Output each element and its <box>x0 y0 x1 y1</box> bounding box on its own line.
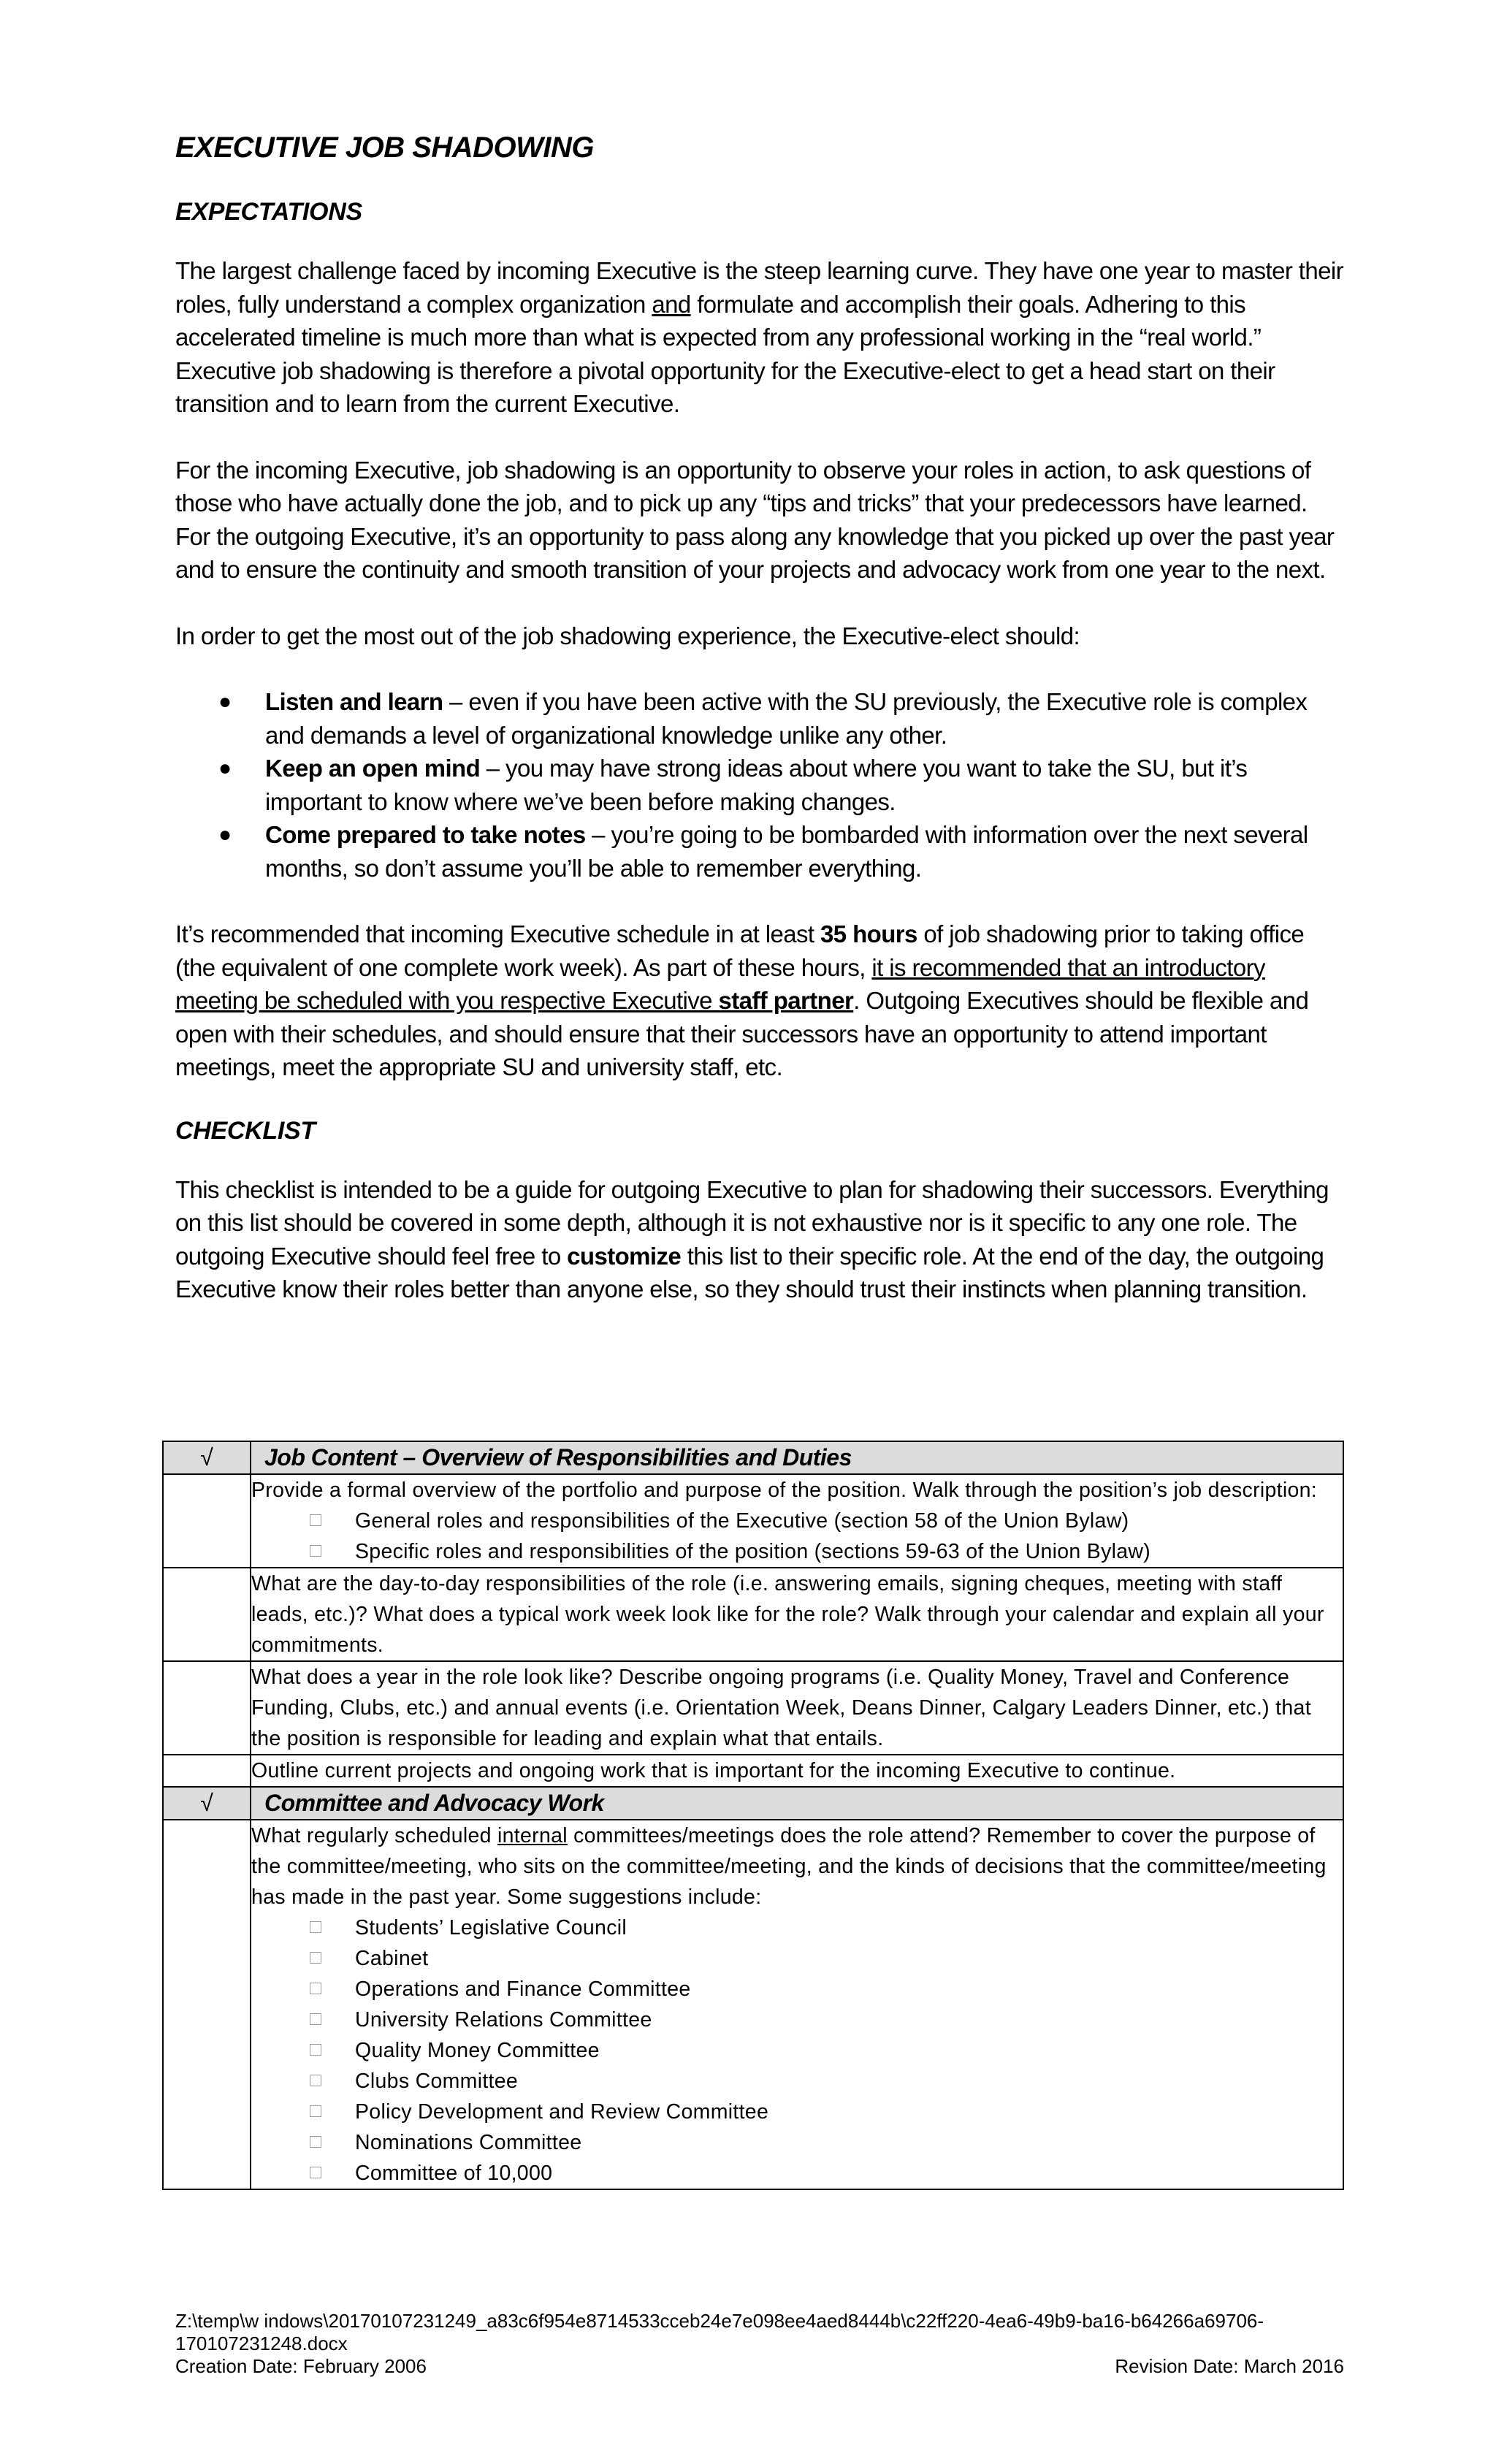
list-item: ● Come prepared to take notes – you’re going to be bombarded with information over the next several months, so don’t assume you’ll be able to remember everything. <box>265 818 1344 885</box>
page-title: EXECUTIVE JOB SHADOWING <box>175 131 595 164</box>
checkbox-icon <box>310 1952 321 1964</box>
creation-date: Creation Date: February 2006 <box>175 2355 427 2377</box>
checkbox-icon <box>310 2044 321 2056</box>
page-footer <box>175 2310 1344 2378</box>
expectations-list <box>175 685 1344 885</box>
list-item: ● Keep an open mind – you may have strong ideas about where you want to take the SU, but it’s important to know where we’ve been before making changes. <box>265 752 1344 818</box>
expectations-heading: EXPECTATIONS <box>175 198 362 226</box>
section-title: Job Content – Overview of Responsibilities and Duties <box>251 1441 1343 1474</box>
row-content: What does a year in the role look like? Describe ongoing programs (i.e. Quality Money, Travel and Conference Funding, Clubs, etc.) and annual events (i.e. Orientation Week, Deans Dinner, Calgary Leaders Dinner, etc.) that the position is responsible for leading and explain what that entails. <box>251 1661 1343 1755</box>
check-mark-icon: √ <box>163 1787 251 1820</box>
list-item: Committee of 10,000 <box>251 2158 1343 2189</box>
check-cell[interactable] <box>163 1474 251 1568</box>
checkbox-icon <box>310 2013 321 2025</box>
checklist-table <box>162 1441 1344 2190</box>
table-row <box>163 1755 1343 1787</box>
checkbox-icon <box>310 1545 321 1557</box>
table-row <box>163 1568 1343 1661</box>
checkbox-icon <box>310 2105 321 2117</box>
list-item: Operations and Finance Committee <box>251 1974 1343 2005</box>
checkbox-icon <box>310 1921 321 1933</box>
check-cell[interactable] <box>163 1820 251 2189</box>
list-item: ● Listen and learn – even if you have been active with the SU previously, the Executive role is complex and demands a level of organizational knowledge unlike any other. <box>265 685 1344 752</box>
list-item: Students’ Legislative Council <box>251 1912 1343 1943</box>
row-content: Provide a formal overview of the portfolio and purpose of the position. Walk through the position’s job description: General roles and responsibilities of the Executive (section 58 of the Union Bylaw) Specific roles and responsibilities of the position (sections 59-63 of the Union Bylaw) <box>251 1474 1343 1568</box>
bullet-icon: ● <box>218 690 232 714</box>
paragraph-3: In order to get the most out of the job shadowing experience, the Executive-elect should: <box>175 622 1080 649</box>
section-title: Committee and Advocacy Work <box>251 1787 1343 1820</box>
list-item: Specific roles and responsibilities of the position (sections 59-63 of the Union Bylaw) <box>251 1536 1343 1567</box>
check-cell[interactable] <box>163 1661 251 1755</box>
checkbox-icon <box>310 2167 321 2178</box>
bullet-icon: ● <box>218 823 232 847</box>
check-cell[interactable] <box>163 1755 251 1787</box>
list-item: Cabinet <box>251 1943 1343 1974</box>
file-path: Z:\temp\w indows\20170107231249_a83c6f954e8714533cceb24e7e098ee4aed8444b\c22ff220-4ea6-49b9-ba16-b64266a69706-170107231248.docx <box>175 2310 1264 2354</box>
row-content: What regularly scheduled internal committees/meetings does the role attend? Remember to cover the purpose of the committee/meeting, who sits on the committee/meeting, and the kinds of decisions that the committee/meeting has made in the past year. Some suggestions include: Students’ Legislative Council Cabinet Operations and Finance Committee University Relations Committee Quality Money Committee Clubs Committee Policy Development and Review Committee Nominations Committee Committee of 10,000 <box>251 1820 1343 2189</box>
list-item: Policy Development and Review Committee <box>251 2097 1343 2127</box>
list-item: Quality Money Committee <box>251 2035 1343 2066</box>
paragraph-4: It’s recommended that incoming Executive schedule in at least 35 hours of job shadowing prior to taking office (the equivalent of one complete work week). As part of these hours, it is recommended that an introductory meeting be scheduled with you respective Executive staff partner. Outgoing Executives should be flexible and open with their schedules, and should ensure that their successors have an opportunity to attend important meetings, meet the appropriate SU and university staff, etc. <box>175 920 1309 1080</box>
checkbox-icon <box>310 2075 321 2086</box>
list-item: Clubs Committee <box>251 2066 1343 2097</box>
revision-date: Revision Date: March 2016 <box>1115 2355 1344 2377</box>
paragraph-5: This checklist is intended to be a guide for outgoing Executive to plan for shadowing their successors. Everything on this list should be covered in some depth, although it is not exhaustive nor is it specific to any one role. The outgoing Executive should feel free to customize this list to their specific role. At the end of the day, the outgoing Executive know their roles better than anyone else, so they should trust their instincts when planning transition. <box>175 1175 1329 1302</box>
paragraph-1: The largest challenge faced by incoming Executive is the steep learning curve. They have one year to master their roles, fully understand a complex organization and formulate and accomplish their goals. Adhering to this accelerated timeline is much more than what is expected from any professional working in the “real world.” Executive job shadowing is therefore a pivotal opportunity for the Executive-elect to get a head start on their transition and to learn from the current Executive. <box>175 257 1344 417</box>
list-item: Nominations Committee <box>251 2127 1343 2158</box>
document-body <box>175 131 1344 1339</box>
section-header-row <box>163 1787 1343 1820</box>
checkbox-icon <box>310 2136 321 2148</box>
list-item: University Relations Committee <box>251 2005 1343 2035</box>
paragraph-2: For the incoming Executive, job shadowing is an opportunity to observe your roles in action, to ask questions of those who have actually done the job, and to pick up any “tips and tricks” that your predecessors have learned. For the outgoing Executive, it’s an opportunity to pass along any knowledge that you picked up over the past year and to ensure the continuity and smooth transition of your projects and advocacy work from one year to the next. <box>175 456 1335 583</box>
list-item: General roles and responsibilities of the Executive (section 58 of the Union Bylaw) <box>251 1506 1343 1536</box>
table-row <box>163 1820 1343 2189</box>
row-content: What are the day-to-day responsibilities of the role (i.e. answering emails, signing cheques, meeting with staff leads, etc.)? What does a typical work week look like for the role? Walk through your calendar and explain all your commitments. <box>251 1568 1343 1661</box>
check-cell[interactable] <box>163 1568 251 1661</box>
table-row <box>163 1661 1343 1755</box>
checkbox-icon <box>310 1514 321 1526</box>
table-row <box>163 1474 1343 1568</box>
checkbox-icon <box>310 1983 321 1994</box>
row-content: Outline current projects and ongoing work that is important for the incoming Executive to continue. <box>251 1755 1343 1787</box>
bullet-icon: ● <box>218 756 232 780</box>
checklist-heading: CHECKLIST <box>175 1116 316 1145</box>
section-header-row <box>163 1441 1343 1474</box>
check-mark-icon: √ <box>163 1441 251 1474</box>
